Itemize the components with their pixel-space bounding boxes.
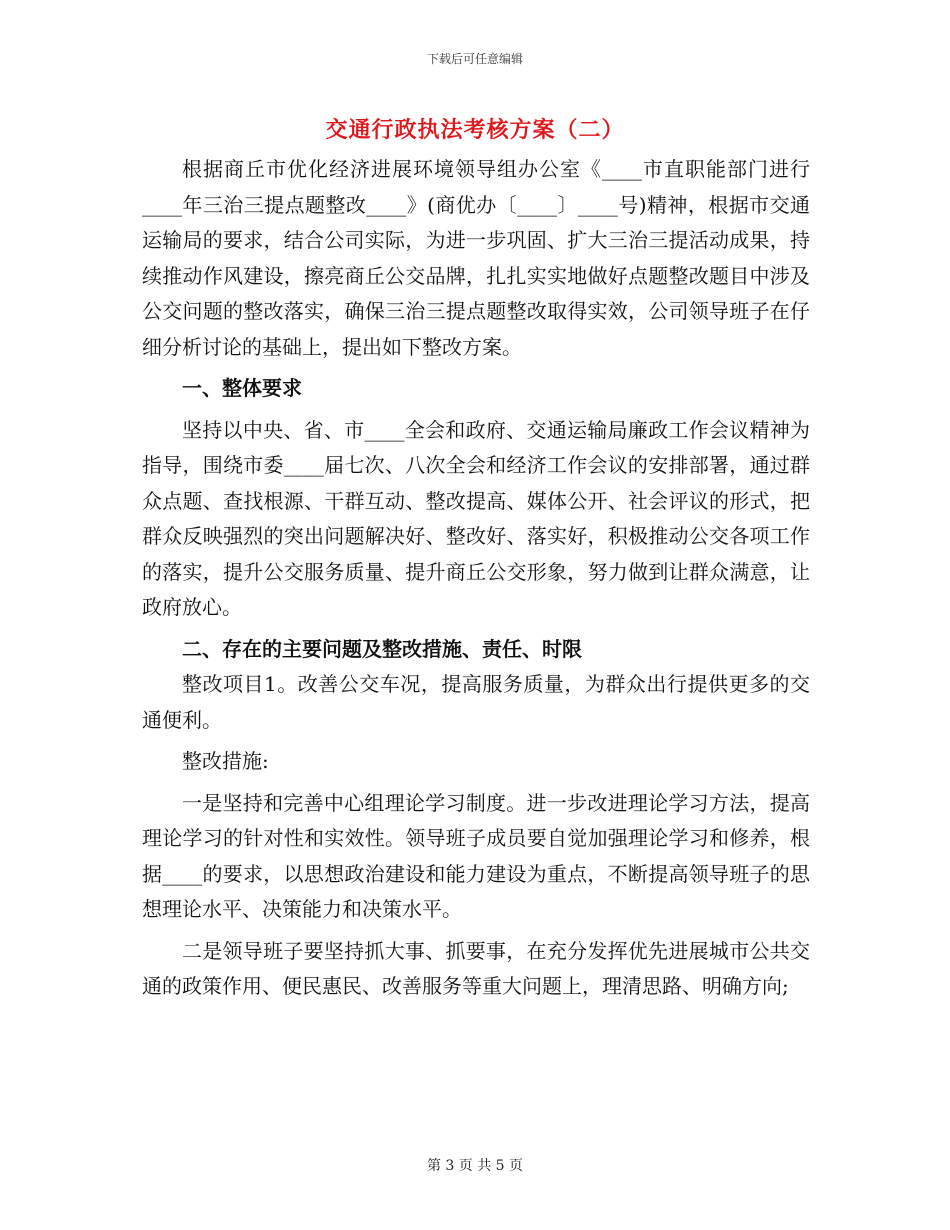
measure-paragraph-2: 二是领导班子要坚持抓大事、抓要事，在充分发挥优先进展城市公共交通的政策作用、便民惠民、改善服务等重大问题上，理清思路、明确方向;	[142, 938, 810, 998]
overall-requirements-paragraph: 坚持以中央、省、市____全会和政府、交通运输局廉政工作会议精神为指导，围绕市委____届七次、八次全会和经济工作会议的安排部署，通过群众点题、查找根源、干群互动、整改提高、媒体公开、社会评议的形式，把群众反映强烈的突出问题解决好、整改好、落实好，积极推动公交各项工作的落实，提升公交服务质量、提升商丘公交形象，努力做到让群众满意，让政府放心。	[142, 417, 810, 619]
rectification-item-1: 整改项目1。改善公交车况，提高服务质量，为群众出行提供更多的交通便利。	[142, 672, 810, 732]
document-body	[142, 152, 810, 1005]
section-heading-main-problems: 二、存在的主要问题及整改措施、责任、时限	[182, 636, 582, 661]
section-heading-overall-requirements: 一、整体要求	[182, 376, 302, 400]
page-number: 第 3 页 共 5 页	[426, 1158, 524, 1174]
measure-paragraph-1: 一是坚持和完善中心组理论学习制度。进一步改进理论学习方法，提高理论学习的针对性和实效性。领导班子成员要自觉加强理论学习和修养，根据____的要求，以思想政治建设和能力建设为重点，不断提高领导班子的思想理论水平、决策能力和决策水平。	[142, 790, 810, 921]
intro-paragraph: 根据商丘市优化经济进展环境领导组办公室《____市直职能部门进行____年三治三提点题整改____》(商优办〔____〕____号)精神，根据市交通运输局的要求，结合公司实际，为进一步巩固、扩大三治三提活动成果，持续推动作风建设，擦亮商丘公交品牌，扎扎实实地做好点题整改题目中涉及公交问题的整改落实，确保三治三提点题整改取得实效，公司领导班子在仔细分析讨论的基础上，提出如下整改方案。	[142, 157, 810, 359]
document-title: 交通行政执法考核方案（二）	[325, 117, 625, 143]
page-header: 下载后可任意编辑	[426, 52, 523, 66]
rectification-measures-label: 整改措施:	[182, 749, 269, 773]
